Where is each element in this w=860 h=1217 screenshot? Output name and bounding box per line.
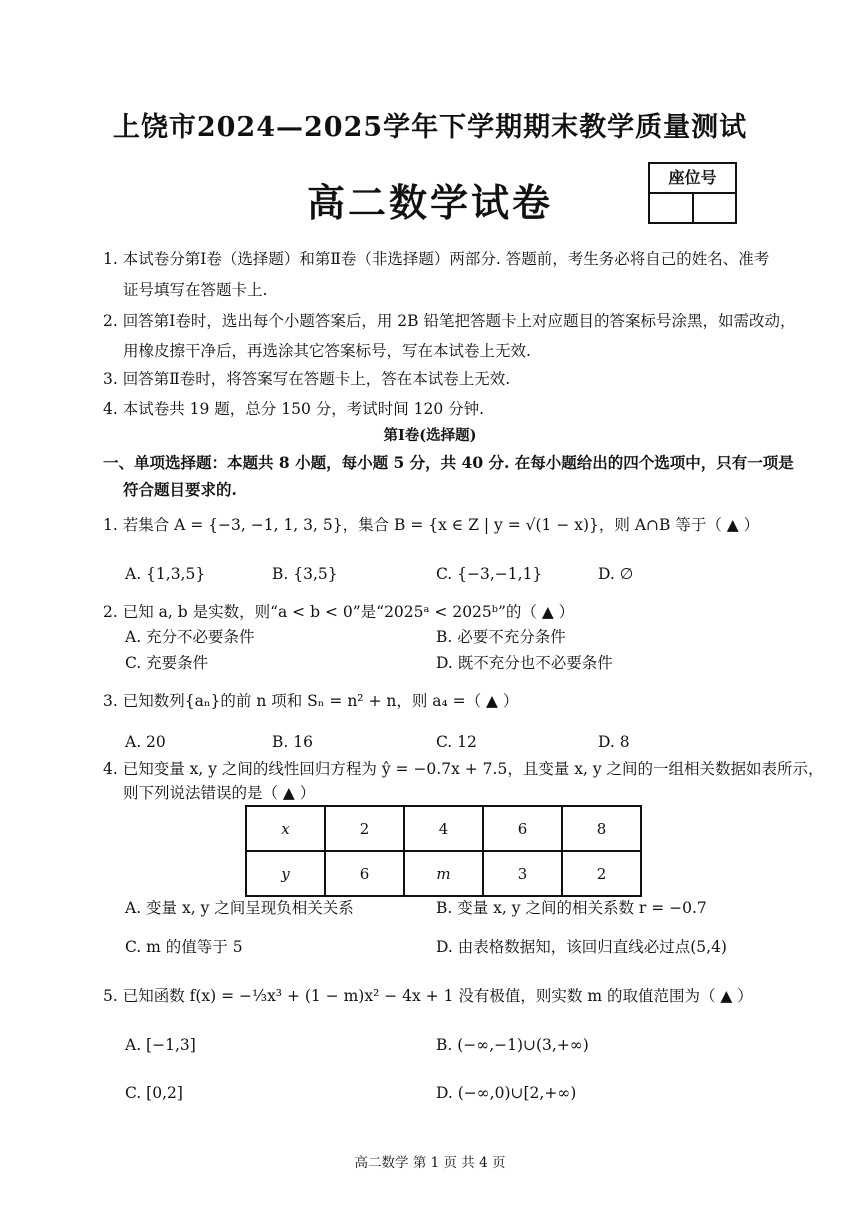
question-4-stem: 4. 已知变量 x, y 之间的线性回归方程为 ŷ = −0.7x + 7.5，且变量 x, y 之间的一组相关数据如表所示， [103,760,824,778]
seat-number-box [648,162,737,224]
table-cell: 6 [325,851,404,896]
question-5-option-d: D. (−∞,0)∪[2,+∞) [436,1084,577,1102]
question-4-option-a: A. 变量 x, y 之间呈现负相关关系 [125,899,354,917]
question-1-option-a: A. {1,3,5} [125,565,206,583]
table-cell: 4 [404,806,483,851]
question-2-stem: 2. 已知 a, b 是实数，则“a < b < 0”是“2025ᵃ < 2025ᵇ”的（ ▲ ） [103,603,575,621]
table-cell: 2 [562,851,641,896]
section-one-heading-cont: 符合题目要求的. [123,480,237,499]
table-cell: y [246,851,325,896]
question-3-option-d: D. 8 [598,733,630,751]
question-3-option-a: A. 20 [125,733,166,751]
section-one-heading: 一、单项选择题：本题共 8 小题，每小题 5 分，共 40 分. 在每小题给出的四个选项中，只有一项是 [103,453,794,472]
question-5-option-a: A. [−1,3] [125,1036,196,1054]
table-cell: x [246,806,325,851]
exam-subtitle: 高二数学试卷 [306,180,553,225]
question-3-stem: 3. 已知数列{aₙ}的前 n 项和 Sₙ = n² + n，则 a₄ =（ ▲ ） [103,692,519,710]
question-4-option-c: C. m 的值等于 5 [125,938,243,956]
instruction-line: 证号填写在答题卡上. [123,281,268,299]
question-3-option-b: B. 16 [272,733,313,751]
question-2-option-b: B. 必要不充分条件 [436,628,566,646]
exam-title: 上饶市2024—2025学年下学期期末教学质量测试 [112,112,748,143]
table-cell: m [404,851,483,896]
question-3-option-c: C. 12 [436,733,477,751]
page-footer: 高二数学 第 1 页 共 4 页 [354,1155,506,1171]
table-cell: 3 [483,851,562,896]
instruction-line: 1. 本试卷分第Ⅰ卷（选择题）和第Ⅱ卷（非选择题）两部分. 答题前，考生务必将自己的姓名、准考 [103,250,770,268]
question-2-option-a: A. 充分不必要条件 [125,628,255,646]
question-1-option-d: D. ∅ [598,565,634,583]
seat-number-cells [650,194,735,222]
question-5-option-c: C. [0,2] [125,1084,183,1102]
question-4-data-table [245,805,642,897]
question-4-option-b: B. 变量 x, y 之间的相关系数 r = −0.7 [436,899,707,917]
table-row [246,806,641,851]
instruction-line: 2. 回答第Ⅰ卷时，选出每个小题答案后，用 2B 铅笔把答题卡上对应题目的答案标号涂黑，如需改动， [103,312,796,330]
question-4-option-d: D. 由表格数据知，该回归直线必过点(5,4) [436,938,727,956]
seat-number-label: 座位号 [650,164,735,194]
question-1-option-c: C. {−3,−1,1} [436,565,543,583]
question-4-stem-cont: 则下列说法错误的是（ ▲ ） [123,784,316,802]
question-1-option-b: B. {3,5} [272,565,338,583]
instruction-line: 用橡皮擦干净后，再选涂其它答案标号，写在本试卷上无效. [123,342,531,360]
table-row [246,851,641,896]
question-1-stem: 1. 若集合 A = {−3, −1, 1, 3, 5}，集合 B = {x ∈ Z | y = √(1 − x)}，则 A∩B 等于（ ▲ ） [103,516,760,534]
table-cell: 8 [562,806,641,851]
table-cell: 2 [325,806,404,851]
question-2-option-c: C. 充要条件 [125,654,209,672]
question-5-stem: 5. 已知函数 f(x) = −⅓x³ + (1 − m)x² − 4x + 1 没有极值，则实数 m 的取值范围为（ ▲ ） [103,987,753,1005]
part-one-heading: 第Ⅰ卷(选择题) [383,427,477,444]
instruction-line: 4. 本试卷共 19 题，总分 150 分，考试时间 120 分钟. [103,400,485,418]
instruction-line: 3. 回答第Ⅱ卷时，将答案写在答题卡上，答在本试卷上无效. [103,370,511,388]
question-2-option-d: D. 既不充分也不必要条件 [436,654,613,672]
table-cell: 6 [483,806,562,851]
question-5-option-b: B. (−∞,−1)∪(3,+∞) [436,1036,589,1054]
